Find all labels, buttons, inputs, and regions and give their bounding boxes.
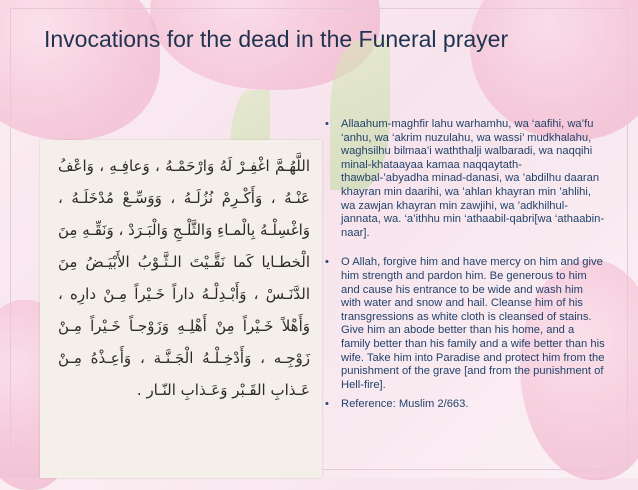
bullet-icon: •: [325, 256, 329, 269]
list-item: [325, 398, 605, 412]
list-item: [325, 118, 605, 240]
list-item: [325, 256, 605, 392]
translation-text: O Allah, forgive him and have mercy on him and give him strength and pardon him. Be generous to him and cause his entrance to be wide and wash him with water and snow and hail. Cleanse him of his transgressions as white cloth is cleansed of stains. Give him an abode better than his home, and a family better than his family and a wife better than his wife. Take him into Paradise and protect him from the punishment of the grave [and from the punishment of Hell-fire].: [341, 256, 605, 391]
arabic-text-image: [40, 140, 322, 478]
bullet-icon: •: [325, 118, 329, 130]
slide-title: Invocations for the dead in the Funeral prayer: [44, 26, 509, 52]
arabic-invocation: اللَّهُـمَّ اغْفِـرْ لَهُ وَارْحَمْـهُ ، وَعافِـهِ ، وَاعْفُ عَنْـهُ ، وَأَكْـرِمْ نُزُلَـهُ ، وَوَسِّـعْ مُدْخَلَـهُ ، وَاغْسِلْـهُ بِالْمـاءِ وَالثَّلْـجِ وَالْبَـرَدْ ، وَنَقِّـهِ مِنَ الْخطـايا كَما نَقَّـيْتَ الـثَّـوْبُ الأَبْيَـضُ مِنَ الدَّنَـسْ ، وَأَبْـدِلْـهُ داراً خَـيْراً مِـنْ دارِه ، وَأَهْلاً خَـيْراً مِنْ أَهْلِـهِ وَزَوْجـاً خَـيْراً مِـنْ زَوْجِـه ، وَأَدْخِـلْـهُ الْجَـنَّـة ، وَأَعِـذْهُ مِـنْ عَـذابِ القَـبْر وَعَـذابِ النّـار .: [58, 157, 310, 399]
reference-text: Reference: Muslim 2/663.: [341, 398, 469, 411]
bullet-icon: •: [325, 398, 329, 411]
transliteration-text: Allaahum-maghfir lahu warhamhu, wa ‘aafihi, wa’fu ‘anhu, wa ‘akrim nuzulahu, wa wassi’ mudkhalahu, waghsilhu bilmaa’i waththalji walbaradi, wa naqqihi minal-khataayaa kamaa naqqaytath-thawbal-’abyadha minad-danasi, wa ’abdilhu daaran khayran min daarihi, wa ’ahlan khayran min ’ahlihi, wa zawjan khayran min zawjihi, wa ’adkhilhul-jannata, wa. ‘a’ithhu min ‘athaabil-qabri[wa ‘athaabin-naar].: [341, 118, 605, 239]
bullet-list: [325, 118, 605, 412]
